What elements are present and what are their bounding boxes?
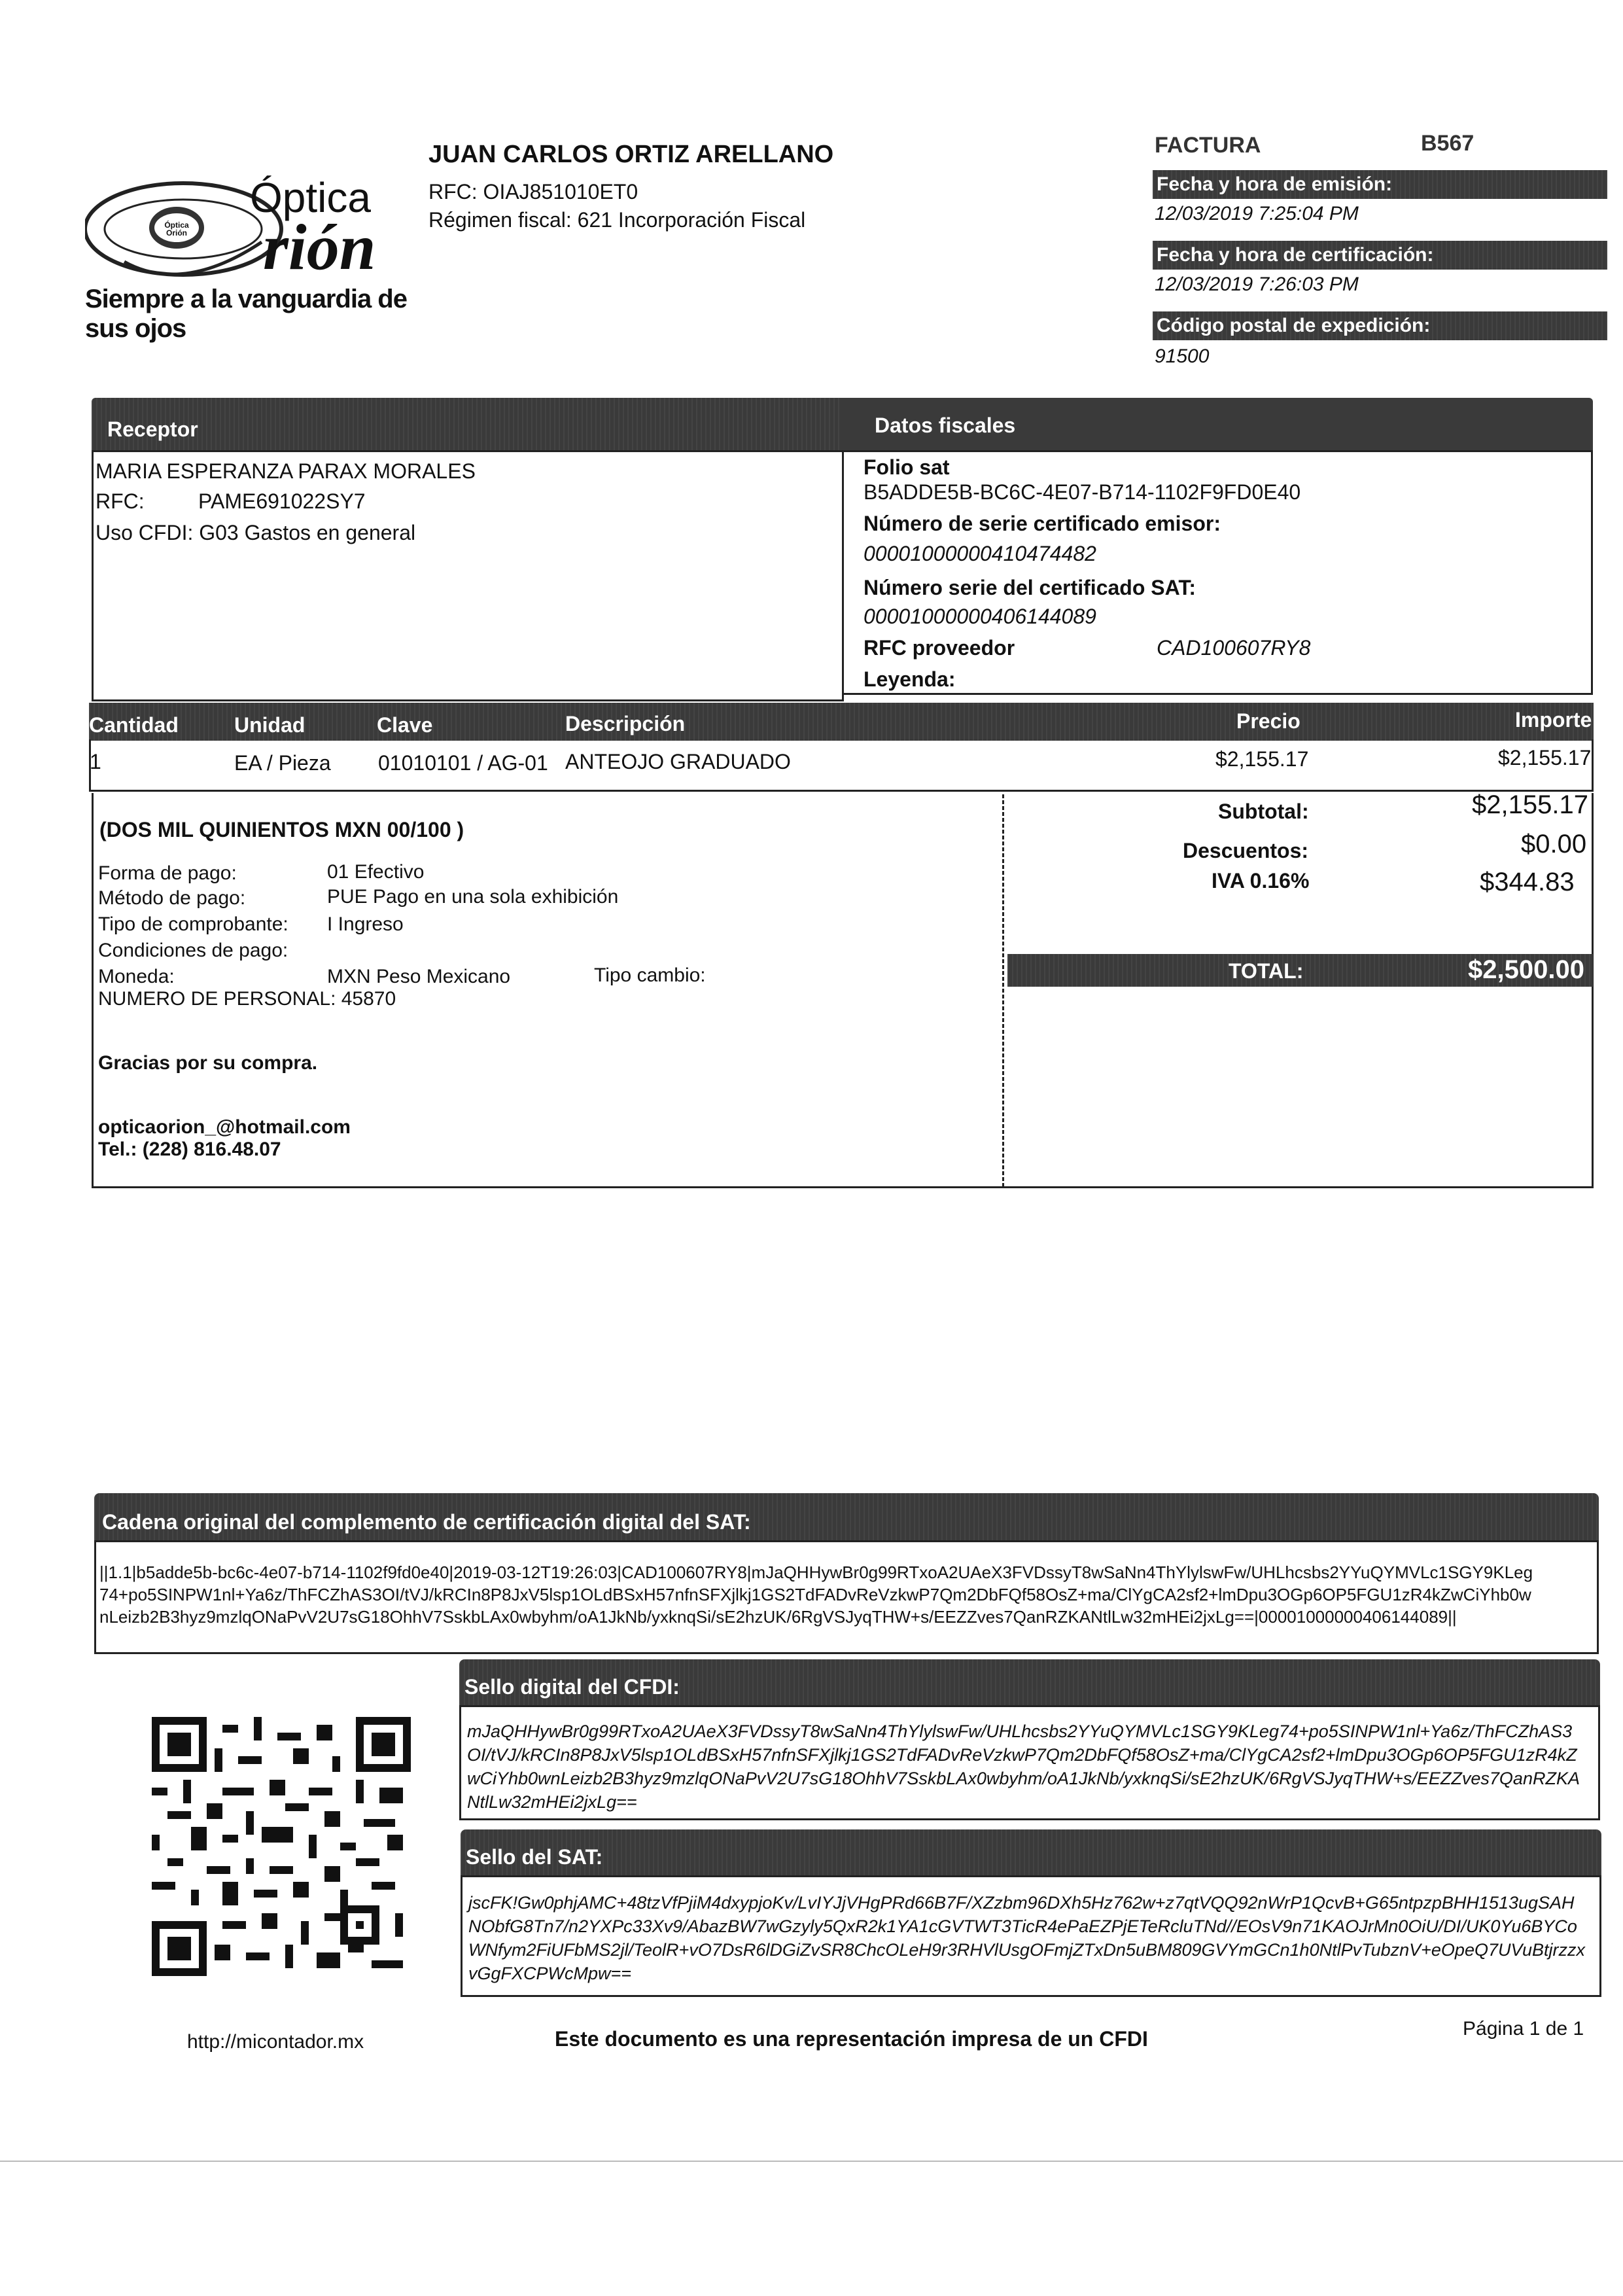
- metodo-label: Método de pago:: [98, 887, 246, 909]
- receptor-header: Receptor: [92, 398, 939, 451]
- emission-value: 12/03/2019 7:25:04 PM: [1155, 203, 1359, 224]
- fiscal-cert-sat-value: 00001000000406144089: [864, 605, 1096, 628]
- emission-header: Fecha y hora de emisión:: [1153, 170, 1607, 199]
- receptor-name: MARIA ESPERANZA PARAX MORALES: [96, 459, 476, 483]
- scan-edge-line: [0, 2161, 1623, 2162]
- moneda-value: MXN Peso Mexicano: [327, 966, 511, 987]
- receptor-box: [92, 450, 844, 701]
- row-unidad: EA / Pieza: [234, 751, 331, 775]
- logo-name-top: Óptica: [250, 174, 371, 221]
- tipo-label: Tipo de comprobante:: [98, 913, 288, 935]
- condiciones-label: Condiciones de pago:: [98, 940, 288, 961]
- logo: [85, 164, 425, 343]
- subtotal-value: $2,155.17: [1472, 790, 1588, 819]
- row-descripcion: ANTEOJO GRADUADO: [565, 750, 791, 773]
- col-unidad: Unidad: [234, 713, 305, 737]
- sello-cfdi-text: mJaQHHywBr0g99RTxoA2UAeX3FVDssyT8wSaNn4ThYlylswFw/UHLhcsbs2YYuQYMVLc1SGY9KLeg74+po5SINPW1nl+Ya6z/ThFCZhAS3OI/tVJ/kRCIn8P8JxV5lsp1OLdBSxH57nfnSFXjlkj1GS2TdFADvReVzkwP7Qm2DbFQf58OsZ+ma/ClYgCA2sf2+lmDpu3OGp6OP5FGU1zR4kZwCiYhb0wnLeizb2B3hyz9mzlqONaPvV2U7sG18OhhV7SskbLAx0wbyhm/oA1JkNb/yxknqSi/sE2hzUK/6RgVSJyqTHW+s/EEZZves7QanRZKANtlLw32mHEi2jxLg==: [467, 1722, 1580, 1812]
- fiscal-leyenda-label: Leyenda:: [864, 667, 956, 691]
- total-bar: [1007, 954, 1593, 987]
- cadena-header: Cadena original del complemento de certificación digital del SAT:: [94, 1493, 1599, 1542]
- thanks-text: Gracias por su compra.: [98, 1052, 318, 1074]
- qr-code-icon: [152, 1717, 411, 1976]
- total-label: TOTAL:: [1229, 959, 1304, 983]
- postal-header: Código postal de expedición:: [1153, 311, 1607, 340]
- row-cantidad: 1: [90, 750, 101, 773]
- metodo-value: PUE Pago en una sola exhibición: [327, 886, 619, 908]
- footer-site: http://micontador.mx: [187, 2031, 364, 2053]
- col-clave: Clave: [377, 713, 433, 737]
- sello-sat-header: Sello del SAT:: [461, 1829, 1601, 1877]
- certification-value: 12/03/2019 7:26:03 PM: [1155, 274, 1359, 295]
- fiscal-header: Datos fiscales: [841, 398, 1593, 451]
- fiscal-cert-sat-label: Número serie del certificado SAT:: [864, 576, 1196, 599]
- fiscal-folio-label: Folio sat: [864, 455, 950, 479]
- invoice-type: FACTURA: [1155, 133, 1261, 158]
- iva-label: IVA 0.16%: [1212, 869, 1310, 892]
- invoice-folio: B567: [1421, 131, 1475, 156]
- fiscal-folio-value: B5ADDE5B-BC6C-4E07-B714-1102F9FD0E40: [864, 480, 1301, 504]
- descuentos-label: Descuentos:: [1183, 839, 1309, 862]
- contact-phone: Tel.: (228) 816.48.07: [98, 1139, 281, 1160]
- row-clave: 01010101 / AG-01: [378, 751, 548, 775]
- logo-tagline: Siempre a la vanguardia de sus ojos: [85, 285, 407, 343]
- col-descripcion: Descripción: [565, 712, 686, 735]
- iva-value: $344.83: [1480, 868, 1575, 896]
- certification-header: Fecha y hora de certificación:: [1153, 241, 1607, 270]
- fiscal-rfc-prov-label: RFC proveedor: [864, 636, 1015, 660]
- sello-sat-text: jscFK!Gw0phjAMC+48tzVfPjiM4dxypjoKv/LvIYJjVHgPRd66B7F/XZzbm96DXh5Hz762w+z7qtVQQ92nWrP1QcvB+G65ntpzpBHH1513ugSAHNObfG8Tn7/n2YXPc33Xv9/AbazBW7wGzyly5QxR2k1YA1cGVTWT3TicR4ePaEZPjETeRcluTNd//EOsV9n71KAOJrMn0OiU/DI/UK0Yu6BYCoWNfym2FiUFbMS2jl/TeolR+vO7DsR6lDGiZvSR8ChcOLeH9r3RHVlUsgOFmjZTxDn5uBM809GVYmGCn1h0NtlPvTubznV+eOpeQ7UVuBtjrzzxvGgFXCPWcMpw==: [468, 1893, 1586, 1983]
- tipo-cambio-label: Tipo cambio:: [594, 964, 706, 986]
- total-value: $2,500.00: [1468, 955, 1584, 984]
- receptor-uso: Uso CFDI: G03 Gastos en general: [96, 521, 416, 544]
- footer-page: Página 1 de 1: [1463, 2018, 1584, 2040]
- summary-divider: [1002, 794, 1004, 1187]
- descuentos-value: $0.00: [1521, 830, 1587, 858]
- receptor-rfc-value: PAME691022SY7: [198, 489, 366, 513]
- col-importe: Importe: [1515, 708, 1592, 732]
- items-header: [89, 703, 1594, 741]
- sello-cfdi-header: Sello digital del CFDI:: [459, 1659, 1600, 1706]
- fiscal-rfc-prov-value: CAD100607RY8: [1157, 636, 1311, 660]
- moneda-label: Moneda:: [98, 966, 175, 987]
- cadena-text: ||1.1|b5adde5b-bc6c-4e07-b714-1102f9fd0e40|2019-03-12T19:26:03|CAD100607RY8|mJaQHHywBr0g99RTxoA2UAeX3FVDssyT8wSaNn4ThYlylswFw/UHLhcsbs2YYuQYMVLc1SGY9KLeg74+po5SINPW1nl+Ya6z/ThFCZhAS3OI/tVJ/kRCIn8P8JxV5lsp1OLdBSxH57nfnSFXjlkj1GS2TdFADvReVzkwP7Qm2DbFQf58OsZ+ma/ClYgCA2sf2+lmDpu3OGp6OP5FGU1zR4kZwCiYhb0wnLeizb2B3hyz9mzlqONaPvV2U7sG18OhhV7SskbLAx0wbyhm/oA1JkNb/yxknqSi/sE2hzUK/6RgVSJyqTHW+s/EEZZves7QanRZKANtlLw32mHEi2jxLg==|00001000000406144089||: [99, 1563, 1533, 1627]
- logo-badge: Óptica Orión: [164, 221, 189, 238]
- issuer-regimen: Régimen fiscal: 621 Incorporación Fiscal: [428, 208, 806, 232]
- amount-words: (DOS MIL QUINIENTOS MXN 00/100 ): [99, 818, 464, 841]
- postal-value: 91500: [1155, 345, 1210, 367]
- issuer-name: JUAN CARLOS ORTIZ ARELLANO: [428, 141, 834, 168]
- row-precio: $2,155.17: [1215, 747, 1309, 771]
- col-precio: Precio: [1236, 709, 1300, 733]
- row-importe: $2,155.17: [1498, 746, 1592, 769]
- footer-note: Este documento es una representación impresa de un CFDI: [555, 2027, 1148, 2051]
- receptor-rfc-label: RFC:: [96, 489, 145, 513]
- col-cantidad: Cantidad: [89, 713, 179, 737]
- fiscal-cert-emisor-value: 00001000000410474482: [864, 542, 1096, 565]
- personal-number: NUMERO DE PERSONAL: 45870: [98, 988, 396, 1010]
- issuer-rfc: RFC: OIAJ851010ET0: [428, 180, 638, 203]
- forma-label: Forma de pago:: [98, 862, 237, 884]
- forma-value: 01 Efectivo: [327, 861, 425, 883]
- tipo-value: I Ingreso: [327, 913, 404, 935]
- contact-email: opticaorion_@hotmail.com: [98, 1116, 351, 1138]
- logo-name-bottom: rión: [263, 211, 376, 283]
- fiscal-cert-emisor-label: Número de serie certificado emisor:: [864, 512, 1221, 535]
- subtotal-label: Subtotal:: [1218, 800, 1309, 823]
